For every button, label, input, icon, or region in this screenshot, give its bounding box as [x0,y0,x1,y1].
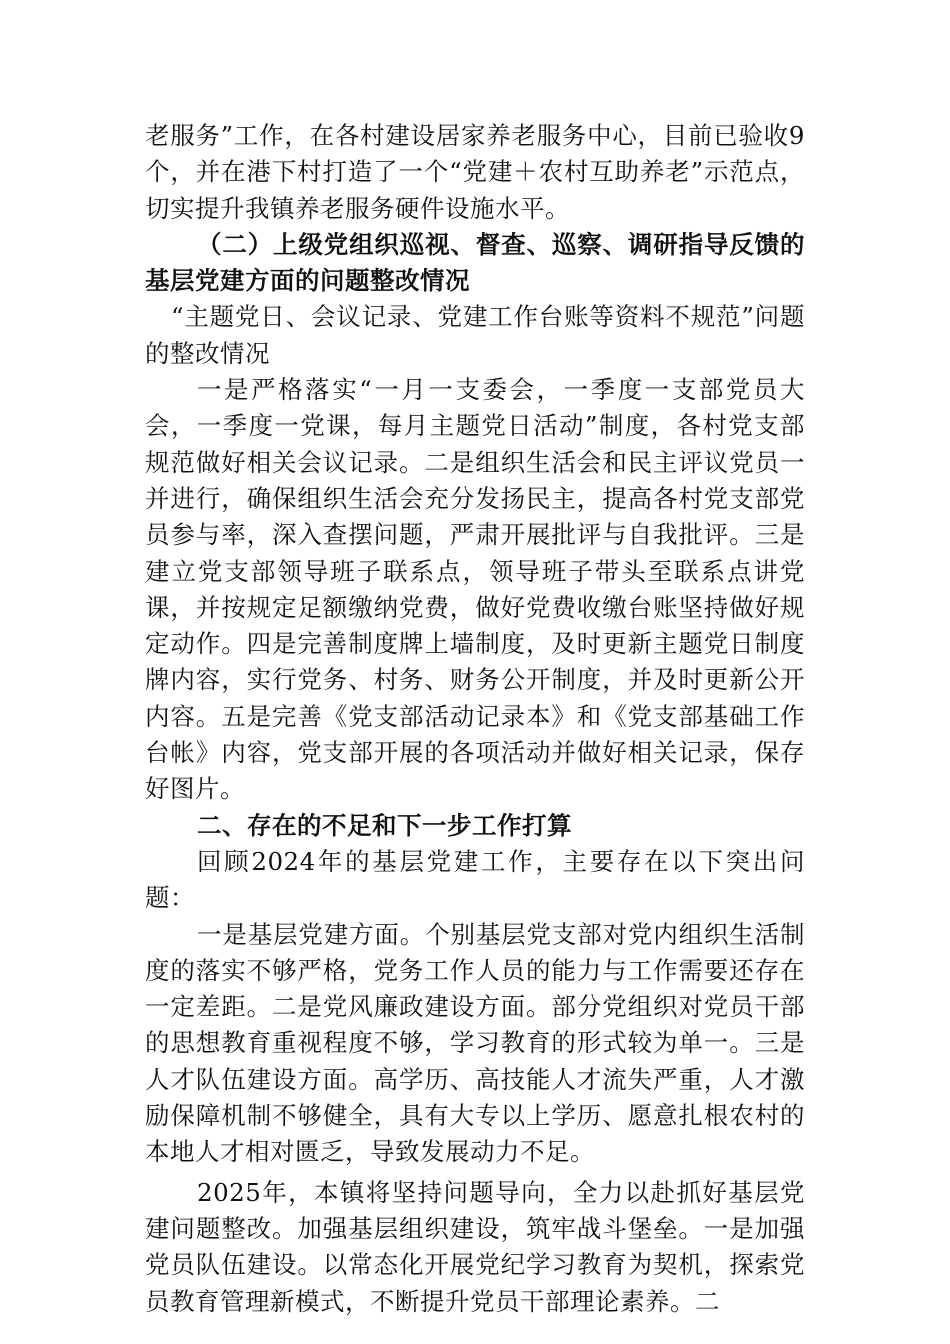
subheading-inspection-feedback: （二）上级党组织巡视、督查、巡察、调研指导反馈的基层党建方面的问题整改情况 [145,229,805,296]
document-page [145,118,805,1320]
paragraph-plan-2025: 2025年，本镇将坚持问题导向，全力以赴抓好基层党建问题整改。加强基层组织建设，筑牢战斗堡垒。一是加强党员队伍建设。以常态化开展党纪学习教育为契机，探索党员教育管理新模式，不断提升党员干部理论素养。二 [145,1177,805,1316]
paragraph-issue-title: “主题党日、会议记录、党建工作台账等资料不规范”问题的整改情况 [145,302,805,368]
section-heading-shortcomings: 二、存在的不足和下一步工作打算 [197,810,572,840]
paragraph-rectification-measures: 一是严格落实“一月一支委会，一季度一支部党员大会，一季度一党课，每月主题党日活动”制度，各村党支部规范做好相关会议记录。二是组织生活会和民主评议党员一并进行，确保组织生活会充分发扬民主，提高各村党支部党员参与率，深入查摆问题，严肃开展批评与自我批评。三是建立党支部领导班子联系点，领导班子带头至联系点讲党课，并按规定足额缴纳党费，做好党费收缴台账坚持做好规定动作。四是完善制度牌上墙制度，及时更新主题党日制度牌内容，实行党务、村务、财务公开制度，并及时更新公开内容。五是完善《党支部活动记录本》和《党支部基础工作台帐》内容，党支部开展的各项活动并做好相关记录，保存好图片。 [145,375,805,804]
paragraph-elderly-service: 老服务”工作，在各村建设居家养老服务中心，目前已验收9个，并在港下村打造了一个“党建＋农村互助养老”示范点，切实提升我镇养老服务硬件设施水平。 [145,121,805,223]
paragraph-problems: 一是基层党建方面。个别基层党支部对党内组织生活制度的落实不够严格，党务工作人员的能力与工作需要还存在一定差距。二是党风廉政建设方面。部分党组织对党员干部的思想教育重视程度不够，学习教育的形式较为单一。三是人才队伍建设方面。高学历、高技能人才流失严重，人才激励保障机制不够健全，具有大专以上学历、愿意扎根农村的本地人才相对匮乏，导致发展动力不足。 [145,919,805,1167]
paragraph-review-2024: 回顾2024年的基层党建工作，主要存在以下突出问题： [145,846,805,913]
